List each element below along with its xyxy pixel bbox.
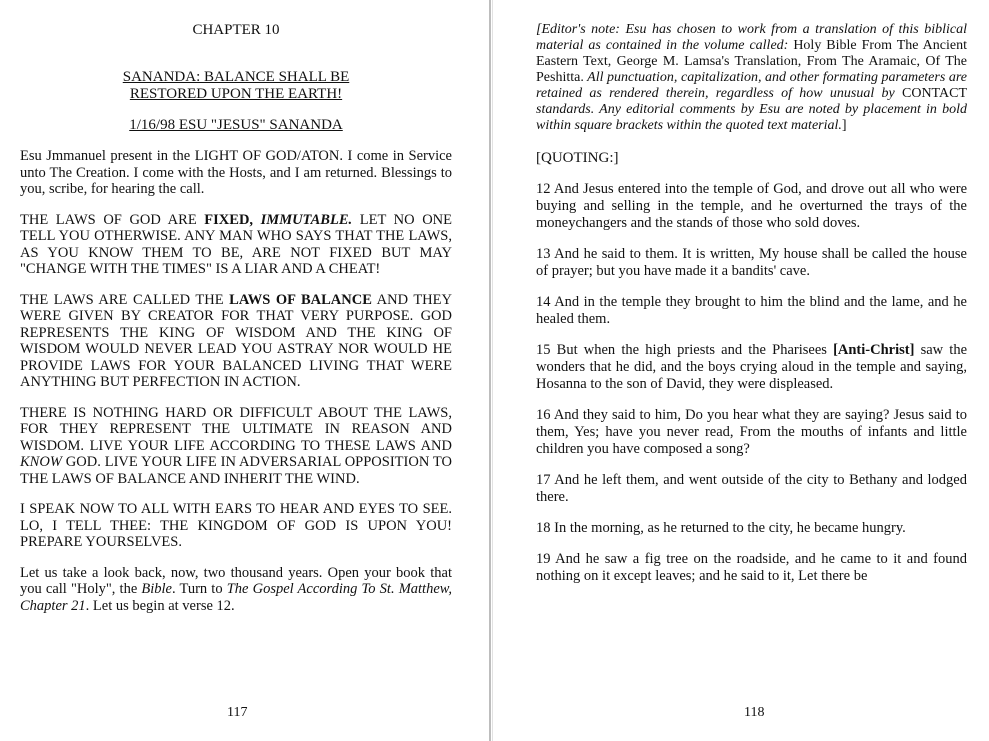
- chapter-heading: CHAPTER 10: [192, 22, 280, 38]
- page-number-right: 118: [744, 705, 765, 720]
- paragraph-1: Esu Jmmanuel present in the LIGHT OF GOD/ATON. I come in Service unto The Creation. I come with the Hosts, and I am returned. Blessings to you, scribe, for hearing the call.: [20, 148, 452, 197]
- editors-note-contact: CONTACT: [902, 86, 967, 101]
- paragraph-4-text-c: GOD. LIVE YOUR LIFE IN ADVERSARIAL OPPOSITION TO THE LAWS OF BALANCE AND INHERIT THE WIND.: [20, 454, 452, 487]
- paragraph-2-text-c: [253, 212, 261, 228]
- verse-15: [536, 342, 967, 393]
- verse-17: 17 And he left them, and went outside of the city to Bethany and lodged there.: [536, 472, 967, 505]
- section-title-line-1: SANANDA: BALANCE SHALL BE: [122, 69, 350, 85]
- page-number-left: 117: [227, 705, 248, 720]
- paragraph-3: [20, 292, 452, 391]
- verse-19: 19 And he saw a fig tree on the roadside, and he came to it and found nothing on it except leaves; and he said to it, Let there be: [536, 551, 967, 584]
- gospel-title: The Gospel According To St. Matthew, Chapter 21: [20, 581, 452, 614]
- editors-note-close-bracket: ]: [841, 118, 847, 133]
- section-title: [20, 69, 452, 103]
- verse-15-text-a: 15 But when the high priests and the Pharisees: [536, 342, 834, 358]
- verse-13: 13 And he said to them. It is written, My house shall be called the house of prayer; but you have made it a bandits' cave.: [536, 246, 967, 279]
- paragraph-6-text-e: . Let us begin at verse 12.: [85, 597, 235, 614]
- left-page: [0, 0, 490, 741]
- paragraph-3-text-a: THE LAWS ARE CALLED THE: [20, 291, 230, 308]
- paragraph-3-text-c: AND THEY WERE GIVEN BY CREATOR FOR THAT VERY PURPOSE. GOD REPRESENTS THE KING OF WISDOM AND THE KING OF WISDOM WOULD NEVER LEAD YOU ASTRAY NOR WOULD HE PROVIDE LAWS FOR YOUR BALANCED LIVING THAT WERE ANYTHING BUT PERFECTION IN ACTION.: [20, 291, 452, 390]
- editors-note-book-title: Holy Bible From The Ancient Eastern Text, George M. Lamsa's Translation, From The Aramaic, Of The Peshitta.: [536, 38, 967, 85]
- paragraph-5: I SPEAK NOW TO ALL WITH EARS TO HEAR AND EYES TO SEE. LO, I TELL THEE: THE KINGDOM OF GOD IS UPON YOU! PREPARE YOURSELVES.: [20, 501, 452, 550]
- verse-16: 16 And they said to him, Do you hear what they are saying? Jesus said to them, Yes; have you never read, From the mouths of infants and little children you have composed a song?: [536, 407, 967, 457]
- editors-note-text-a: [Editor's note: Esu has chosen to work from a translation of this biblical material as contained in the volume called:: [536, 22, 967, 53]
- section-title-line-2: RESTORED UPON THE EARTH!: [129, 86, 343, 102]
- editors-note: [536, 22, 967, 134]
- paragraph-2: [20, 212, 452, 278]
- bible-title: Bible: [141, 581, 172, 597]
- verse-18: 18 In the morning, as he returned to the city, he became hungry.: [536, 520, 906, 536]
- verse-15-text-c: saw the wonders that he did, and the boys crying aloud in the temple and saying, Hosanna to the son of David, they were displeased.: [536, 342, 968, 392]
- paragraph-6-text-c: . Turn to: [172, 581, 227, 597]
- dateline: 1/16/98 ESU "JESUS" SANANDA: [129, 117, 343, 133]
- paragraph-2-text-a: THE LAWS OF GOD ARE: [20, 211, 205, 228]
- editors-note-text-c: All punctuation, capitalization, and other formating parameters are retained as rendered therein, regardless of how unusual by: [536, 70, 967, 101]
- paragraph-2-bold-italic: IMMUTABLE.: [260, 211, 353, 228]
- paragraph-2-bold: FIXED,: [204, 211, 254, 228]
- verse-15-bold-comment: [Anti-Christ]: [833, 342, 915, 358]
- quoting-marker: [QUOTING:]: [536, 150, 619, 166]
- right-page: [494, 0, 989, 741]
- paragraph-3-bold: LAWS OF BALANCE: [229, 291, 372, 308]
- verse-12: 12 And Jesus entered into the temple of God, and drove out all who were buying and selling in the temple, and he overturned the trays of the moneychangers and the stands of those who sold doves.: [536, 181, 967, 231]
- paragraph-6: [20, 565, 452, 615]
- page-gutter: [489, 0, 491, 741]
- verse-14: 14 And in the temple they brought to him the blind and the lame, and he healed them.: [536, 294, 967, 327]
- paragraph-4-italic: KNOW: [20, 454, 62, 470]
- paragraph-4: [20, 405, 452, 488]
- paragraph-2-text-e: LET NO ONE TELL YOU OTHERWISE. ANY MAN WHO SAYS THAT THE LAWS, AS YOU KNOW THEM TO BE, ARE NOT FIXED BUT MAY "CHANGE WITH THE TIMES" IS A LIAR AND A CHEAT!: [20, 211, 452, 277]
- paragraph-4-text-a: THERE IS NOTHING HARD OR DIFFICULT ABOUT THE LAWS, FOR THEY REPRESENT THE ULTIMATE IN REASON AND WISDOM. LIVE YOUR LIFE ACCORDING TO THESE LAWS AND: [20, 404, 452, 454]
- editors-note-text-e: standards. Any editorial comments by Esu are noted by placement in bold within square brackets within the quoted text material.: [536, 102, 967, 133]
- paragraph-6-text-a: Let us take a look back, now, two thousand years. Open your book that you call "Holy", the: [20, 564, 452, 597]
- page-gutter-shadow: [492, 0, 493, 741]
